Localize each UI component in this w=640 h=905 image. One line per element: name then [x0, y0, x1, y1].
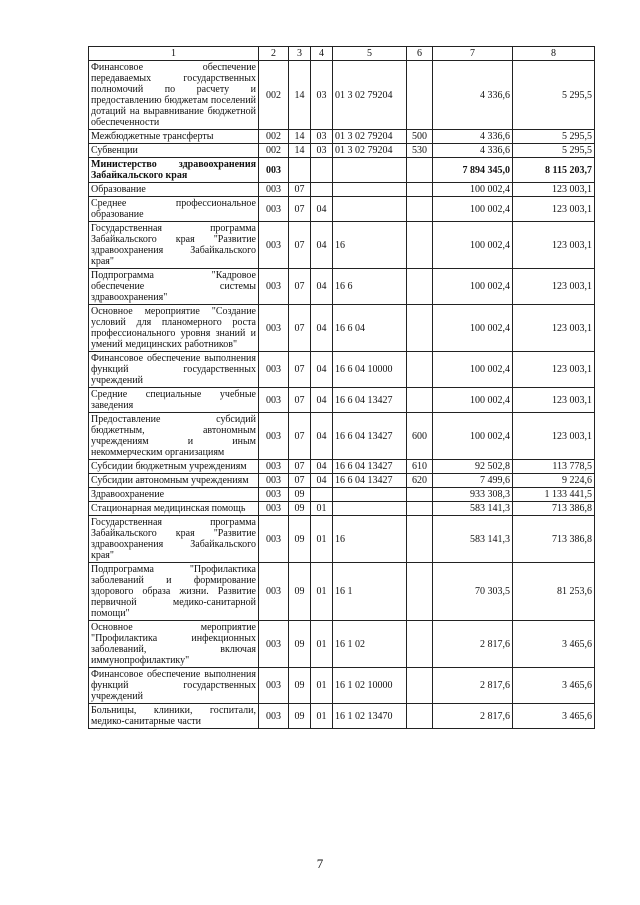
cell-amount-year1: 100 002,4: [433, 388, 513, 413]
cell-amount-year1: 100 002,4: [433, 197, 513, 222]
header-cell: 8: [513, 47, 595, 61]
cell-amount-year1: 100 002,4: [433, 305, 513, 352]
cell-amount-year2: 81 253,6: [513, 563, 595, 621]
cell-name: Основное мероприятие "Профилактика инфекционных заболеваний, включая иммунопрофилактику": [89, 621, 259, 668]
table-row: [89, 305, 595, 352]
cell-amount-year2: 3 465,6: [513, 704, 595, 729]
cell-section: 07: [289, 413, 311, 460]
cell-amount-year1: 4 336,6: [433, 130, 513, 144]
cell-name: Основное мероприятие "Создание условий для планомерного роста профессионального уровня знаний и умений медицинских работников": [89, 305, 259, 352]
cell-name: Межбюджетные трансферты: [89, 130, 259, 144]
cell-section: 07: [289, 197, 311, 222]
cell-expense-type: [407, 158, 433, 183]
cell-amount-year1: 4 336,6: [433, 144, 513, 158]
cell-amount-year1: 92 502,8: [433, 460, 513, 474]
table-row: [89, 197, 595, 222]
table-row: [89, 488, 595, 502]
cell-subsection: [311, 158, 333, 183]
cell-amount-year2: 3 465,6: [513, 668, 595, 704]
cell-expense-type: 620: [407, 474, 433, 488]
cell-amount-year2: 9 224,6: [513, 474, 595, 488]
cell-expense-type: 610: [407, 460, 433, 474]
cell-subsection: 01: [311, 621, 333, 668]
table-row: [89, 474, 595, 488]
cell-expense-type: [407, 183, 433, 197]
cell-subsection: 04: [311, 197, 333, 222]
header-cell: 4: [311, 47, 333, 61]
cell-ministry-code: 002: [259, 144, 289, 158]
header-cell: 7: [433, 47, 513, 61]
cell-section: 09: [289, 488, 311, 502]
budget-table-container: [88, 46, 594, 729]
cell-ministry-code: 003: [259, 621, 289, 668]
cell-expense-type: 600: [407, 413, 433, 460]
cell-section: 09: [289, 563, 311, 621]
cell-amount-year2: 123 003,1: [513, 269, 595, 305]
cell-amount-year2: 123 003,1: [513, 197, 595, 222]
table-row: [89, 130, 595, 144]
cell-subsection: 01: [311, 704, 333, 729]
cell-amount-year2: 123 003,1: [513, 413, 595, 460]
cell-ministry-code: 003: [259, 474, 289, 488]
cell-amount-year1: 7 894 345,0: [433, 158, 513, 183]
cell-ministry-code: 003: [259, 413, 289, 460]
cell-target-article: 16 6 04 10000: [333, 352, 407, 388]
cell-expense-type: 530: [407, 144, 433, 158]
cell-ministry-code: 002: [259, 61, 289, 130]
header-cell: 5: [333, 47, 407, 61]
cell-amount-year1: 583 141,3: [433, 516, 513, 563]
cell-subsection: 01: [311, 502, 333, 516]
table-row: [89, 460, 595, 474]
cell-target-article: [333, 502, 407, 516]
cell-amount-year1: 70 303,5: [433, 563, 513, 621]
cell-name: Субвенции: [89, 144, 259, 158]
cell-section: 14: [289, 144, 311, 158]
cell-amount-year2: 123 003,1: [513, 352, 595, 388]
cell-target-article: [333, 488, 407, 502]
header-cell: 1: [89, 47, 259, 61]
cell-ministry-code: 002: [259, 130, 289, 144]
cell-section: 09: [289, 704, 311, 729]
cell-target-article: 16: [333, 222, 407, 269]
cell-ministry-code: 003: [259, 305, 289, 352]
cell-target-article: 01 3 02 79204: [333, 130, 407, 144]
cell-amount-year2: 5 295,5: [513, 61, 595, 130]
table-header-row: [89, 47, 595, 61]
cell-subsection: 04: [311, 269, 333, 305]
cell-name: Средние специальные учебные заведения: [89, 388, 259, 413]
cell-ministry-code: 003: [259, 158, 289, 183]
table-row: [89, 621, 595, 668]
cell-ministry-code: 003: [259, 460, 289, 474]
cell-name: Здравоохранение: [89, 488, 259, 502]
cell-amount-year2: 1 133 441,5: [513, 488, 595, 502]
cell-target-article: 16 6 04 13427: [333, 474, 407, 488]
cell-subsection: 01: [311, 668, 333, 704]
cell-amount-year1: 100 002,4: [433, 269, 513, 305]
cell-expense-type: [407, 352, 433, 388]
cell-subsection: 01: [311, 516, 333, 563]
cell-expense-type: [407, 502, 433, 516]
cell-amount-year2: 113 778,5: [513, 460, 595, 474]
cell-name: Предоставление субсидий бюджетным, автономным учреждениям и иным некоммерческим организациям: [89, 413, 259, 460]
cell-target-article: 16 6 04: [333, 305, 407, 352]
cell-ministry-code: 003: [259, 222, 289, 269]
cell-amount-year2: 713 386,8: [513, 502, 595, 516]
header-cell: 6: [407, 47, 433, 61]
cell-section: 09: [289, 621, 311, 668]
cell-expense-type: [407, 305, 433, 352]
cell-ministry-code: 003: [259, 183, 289, 197]
cell-amount-year1: 100 002,4: [433, 413, 513, 460]
cell-subsection: 03: [311, 61, 333, 130]
cell-ministry-code: 003: [259, 488, 289, 502]
cell-expense-type: [407, 388, 433, 413]
cell-amount-year1: 933 308,3: [433, 488, 513, 502]
cell-expense-type: [407, 197, 433, 222]
cell-amount-year1: 4 336,6: [433, 61, 513, 130]
cell-subsection: [311, 183, 333, 197]
cell-ministry-code: 003: [259, 668, 289, 704]
cell-section: 09: [289, 668, 311, 704]
cell-name: Образование: [89, 183, 259, 197]
cell-amount-year2: 123 003,1: [513, 222, 595, 269]
cell-target-article: 16 6 04 13427: [333, 388, 407, 413]
cell-ministry-code: 003: [259, 352, 289, 388]
table-row: [89, 388, 595, 413]
cell-amount-year2: 8 115 203,7: [513, 158, 595, 183]
budget-table: [88, 46, 595, 729]
cell-amount-year2: 123 003,1: [513, 305, 595, 352]
cell-expense-type: [407, 516, 433, 563]
table-row: [89, 668, 595, 704]
cell-ministry-code: 003: [259, 388, 289, 413]
cell-ministry-code: 003: [259, 269, 289, 305]
cell-subsection: 04: [311, 413, 333, 460]
table-row: [89, 502, 595, 516]
cell-name: Субсидии автономным учреждениям: [89, 474, 259, 488]
table-row: [89, 183, 595, 197]
cell-ministry-code: 003: [259, 704, 289, 729]
cell-section: 14: [289, 61, 311, 130]
cell-subsection: 03: [311, 130, 333, 144]
cell-amount-year2: 5 295,5: [513, 130, 595, 144]
table-row: [89, 144, 595, 158]
cell-expense-type: 500: [407, 130, 433, 144]
cell-amount-year2: 123 003,1: [513, 183, 595, 197]
table-row: [89, 158, 595, 183]
cell-expense-type: [407, 621, 433, 668]
cell-name: Больницы, клиники, госпитали, медико-санитарные части: [89, 704, 259, 729]
cell-ministry-code: 003: [259, 516, 289, 563]
table-row: [89, 61, 595, 130]
cell-section: 07: [289, 352, 311, 388]
cell-subsection: 04: [311, 222, 333, 269]
cell-amount-year1: 2 817,6: [433, 621, 513, 668]
cell-subsection: 04: [311, 474, 333, 488]
header-cell: 2: [259, 47, 289, 61]
table-row: [89, 516, 595, 563]
cell-expense-type: [407, 668, 433, 704]
cell-expense-type: [407, 704, 433, 729]
cell-target-article: 16 6 04 13427: [333, 460, 407, 474]
table-row: [89, 269, 595, 305]
cell-amount-year2: 5 295,5: [513, 144, 595, 158]
cell-subsection: 03: [311, 144, 333, 158]
cell-target-article: 16 1 02 10000: [333, 668, 407, 704]
cell-section: 07: [289, 183, 311, 197]
cell-section: 09: [289, 516, 311, 563]
cell-target-article: 16 1 02 13470: [333, 704, 407, 729]
cell-amount-year2: 3 465,6: [513, 621, 595, 668]
cell-expense-type: [407, 563, 433, 621]
cell-target-article: 16 6: [333, 269, 407, 305]
table-row: [89, 563, 595, 621]
table-row: [89, 704, 595, 729]
cell-target-article: [333, 158, 407, 183]
cell-target-article: 16: [333, 516, 407, 563]
cell-expense-type: [407, 61, 433, 130]
cell-name: Подпрограмма "Профилактика заболеваний и формирование здорового образа жизни. Развитие первичной медико-санитарной помощи": [89, 563, 259, 621]
cell-section: 07: [289, 222, 311, 269]
cell-amount-year2: 123 003,1: [513, 388, 595, 413]
cell-subsection: 04: [311, 352, 333, 388]
cell-amount-year1: 583 141,3: [433, 502, 513, 516]
cell-section: [289, 158, 311, 183]
cell-target-article: [333, 183, 407, 197]
cell-amount-year1: 100 002,4: [433, 222, 513, 269]
cell-section: 07: [289, 305, 311, 352]
cell-target-article: 16 6 04 13427: [333, 413, 407, 460]
cell-section: 07: [289, 460, 311, 474]
cell-name: Министерство здравоохранения Забайкальского края: [89, 158, 259, 183]
cell-target-article: 16 1: [333, 563, 407, 621]
header-cell: 3: [289, 47, 311, 61]
cell-amount-year1: 2 817,6: [433, 704, 513, 729]
cell-amount-year1: 2 817,6: [433, 668, 513, 704]
cell-name: Финансовое обеспечение передаваемых государственных полномочий по расчету и предоставлению бюджетам поселений дотаций на выравнивание бюджетной обеспеченности: [89, 61, 259, 130]
cell-ministry-code: 003: [259, 502, 289, 516]
page-number: 7: [316, 856, 324, 871]
cell-section: 14: [289, 130, 311, 144]
cell-name: Государственная программа Забайкальского края "Развитие здравоохранения Забайкальского края": [89, 222, 259, 269]
table-row: [89, 222, 595, 269]
cell-section: 07: [289, 474, 311, 488]
cell-name: Среднее профессиональное образование: [89, 197, 259, 222]
cell-amount-year1: 7 499,6: [433, 474, 513, 488]
cell-section: 09: [289, 502, 311, 516]
cell-ministry-code: 003: [259, 197, 289, 222]
cell-ministry-code: 003: [259, 563, 289, 621]
cell-target-article: [333, 197, 407, 222]
cell-subsection: 04: [311, 305, 333, 352]
cell-name: Государственная программа Забайкальского края "Развитие здравоохранения Забайкальского края": [89, 516, 259, 563]
cell-name: Стационарная медицинская помощь: [89, 502, 259, 516]
cell-section: 07: [289, 388, 311, 413]
cell-name: Финансовое обеспечение выполнения функций государственных учреждений: [89, 668, 259, 704]
cell-subsection: 04: [311, 388, 333, 413]
cell-subsection: 04: [311, 460, 333, 474]
cell-expense-type: [407, 488, 433, 502]
cell-section: 07: [289, 269, 311, 305]
cell-expense-type: [407, 222, 433, 269]
cell-expense-type: [407, 269, 433, 305]
cell-name: Субсидии бюджетным учреждениям: [89, 460, 259, 474]
cell-name: Подпрограмма "Кадровое обеспечение системы здравоохранения": [89, 269, 259, 305]
cell-subsection: 01: [311, 563, 333, 621]
table-body: [89, 61, 595, 729]
cell-amount-year2: 713 386,8: [513, 516, 595, 563]
table-row: [89, 352, 595, 388]
cell-target-article: 01 3 02 79204: [333, 144, 407, 158]
cell-amount-year1: 100 002,4: [433, 352, 513, 388]
cell-target-article: 16 1 02: [333, 621, 407, 668]
table-row: [89, 413, 595, 460]
cell-subsection: [311, 488, 333, 502]
cell-name: Финансовое обеспечение выполнения функций государственных учреждений: [89, 352, 259, 388]
cell-target-article: 01 3 02 79204: [333, 61, 407, 130]
cell-amount-year1: 100 002,4: [433, 183, 513, 197]
